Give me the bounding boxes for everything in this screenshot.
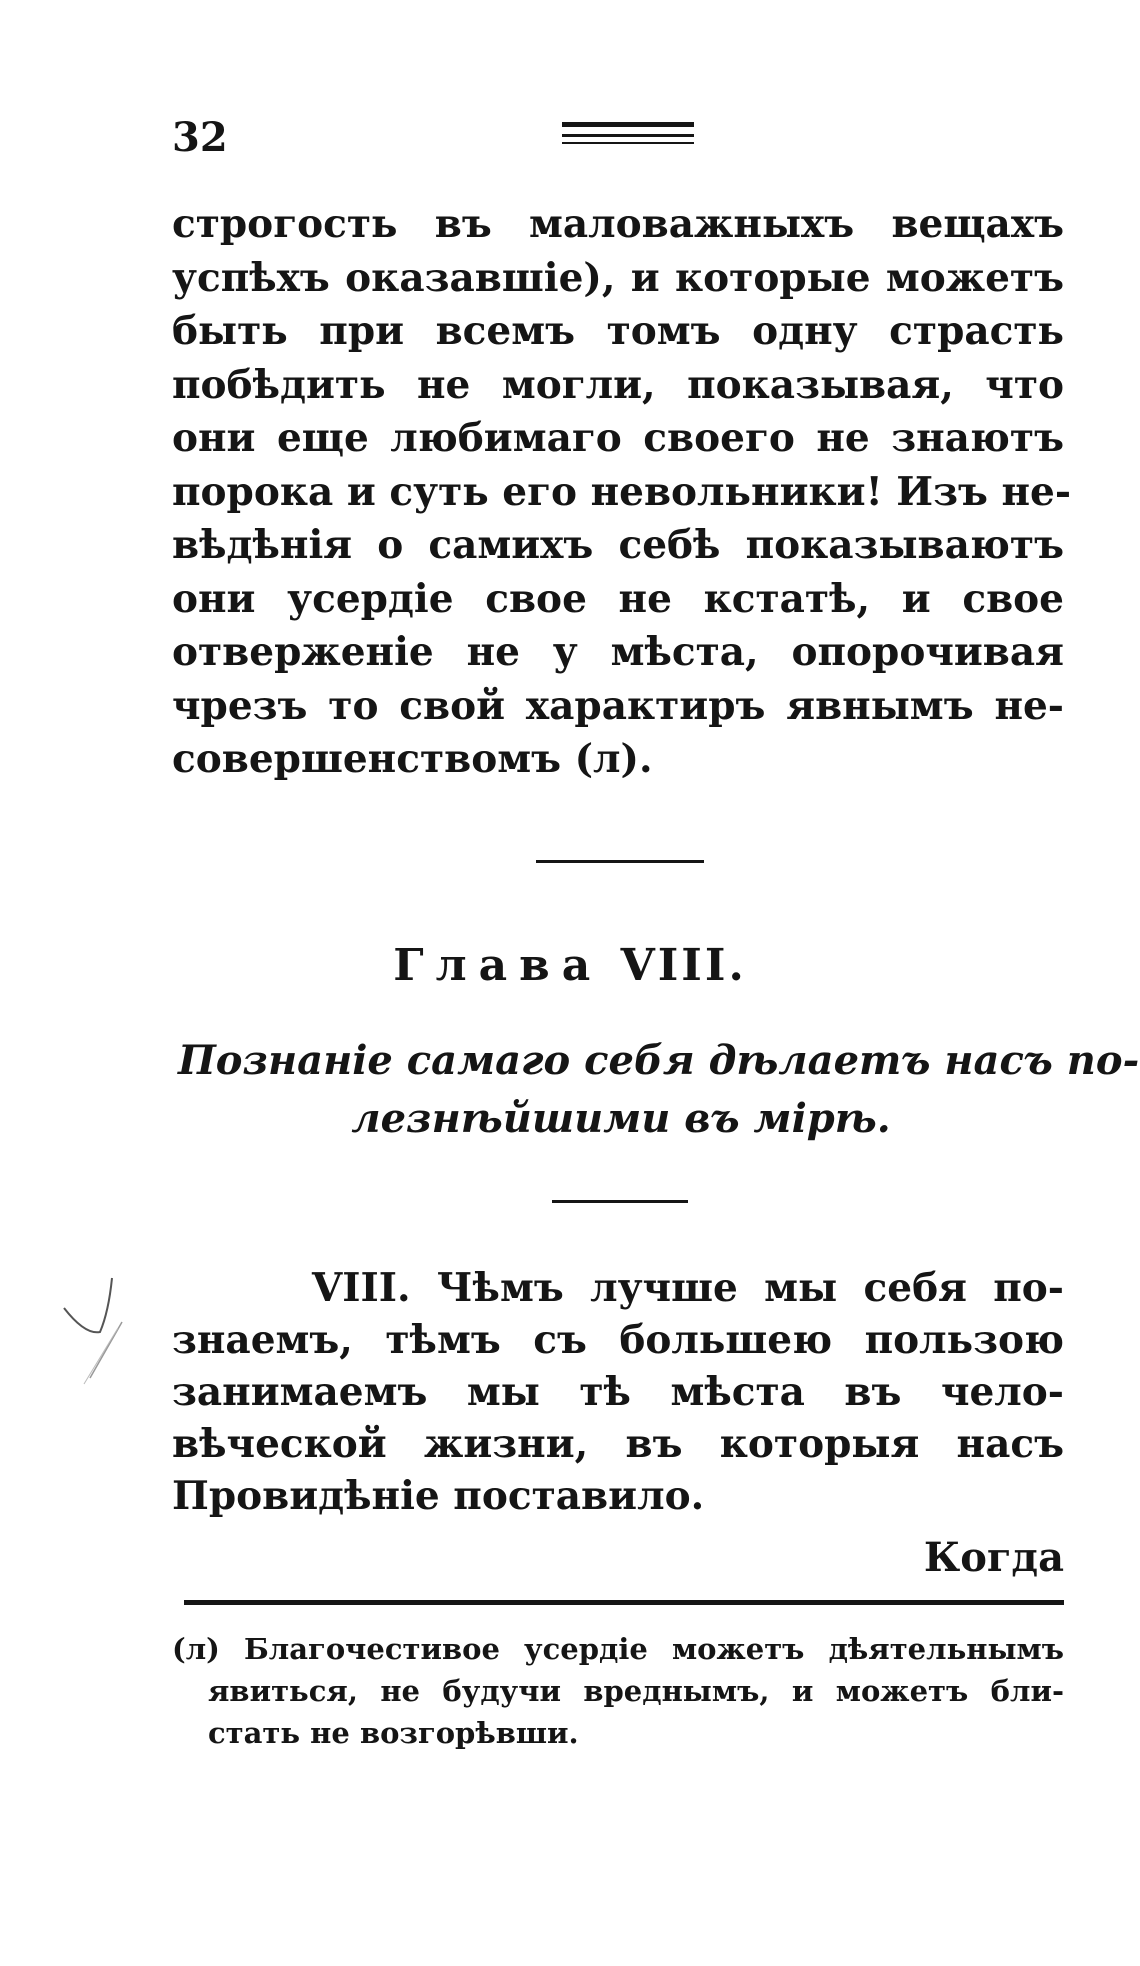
text-line: вѣдѣнія о самихъ себѣ показываютъ xyxy=(172,522,1064,568)
margin-pencil-mark-icon xyxy=(60,1268,130,1392)
chapter-heading xyxy=(0,934,1140,998)
footnote-line: стать не возгорѣвши. xyxy=(208,1716,579,1750)
page-number: 32 xyxy=(172,114,228,161)
subtitle-line: лезнѣйшими въ мірѣ. xyxy=(351,1095,891,1142)
footnote xyxy=(172,1628,1064,1754)
main-paragraph xyxy=(172,198,1072,787)
text-line: занимаемъ мы тѣ мѣста въ чело- xyxy=(172,1369,1064,1415)
text-line: быть при всемъ томъ одну страсть xyxy=(172,308,1064,354)
text-line: VIII. Чѣмъ лучше мы себя по- xyxy=(312,1265,1064,1311)
text-line: отверженіе не у мѣста, опорочивая xyxy=(172,629,1064,675)
catchword: Когда xyxy=(923,1534,1064,1581)
text-line: успѣхъ оказавшіе), и которые можетъ xyxy=(172,254,1064,301)
footnote-line: (л) Благочестивое усердіе можетъ дѣятельнымъ xyxy=(172,1632,1064,1666)
header-rule-bottom xyxy=(562,142,694,144)
header-rule-top xyxy=(562,122,694,127)
section-divider-rule xyxy=(536,860,704,863)
text-line: они еще любимаго своего не знаютъ xyxy=(172,415,1064,461)
text-line: строгость въ маловажныхъ вещахъ xyxy=(172,201,1064,247)
text-line: порока и суть его невольники! Изъ не- xyxy=(172,468,1072,515)
chapter-word: Глава xyxy=(393,940,603,991)
text-line: они усердіе свое не кстатѣ, и свое xyxy=(172,575,1064,622)
text-line: чрезъ то свой характиръ явнымъ не- xyxy=(172,682,1064,729)
chapter-numeral: VIII. xyxy=(620,940,747,991)
text-line: побѣдить не могли, показывая, что xyxy=(172,361,1064,408)
footnote-line: явиться, не будучи вреднымъ, и можетъ бли- xyxy=(208,1674,1064,1708)
chapter-subtitle xyxy=(178,1032,1140,1148)
footnote-rule xyxy=(184,1600,1064,1605)
text-line: Провидѣніе поставило. xyxy=(172,1473,705,1519)
text-line: вѣческой жизни, въ которыя насъ xyxy=(172,1421,1064,1467)
subtitle-line: Познаніе самаго себя дѣлаетъ насъ по- xyxy=(178,1037,1140,1084)
header-rule-middle xyxy=(562,134,694,137)
subtitle-divider-rule xyxy=(552,1200,688,1203)
text-line: совершенствомъ (л). xyxy=(172,736,653,782)
section-paragraph xyxy=(172,1262,1064,1522)
text-line: знаемъ, тѣмъ съ большею пользою xyxy=(172,1317,1064,1363)
